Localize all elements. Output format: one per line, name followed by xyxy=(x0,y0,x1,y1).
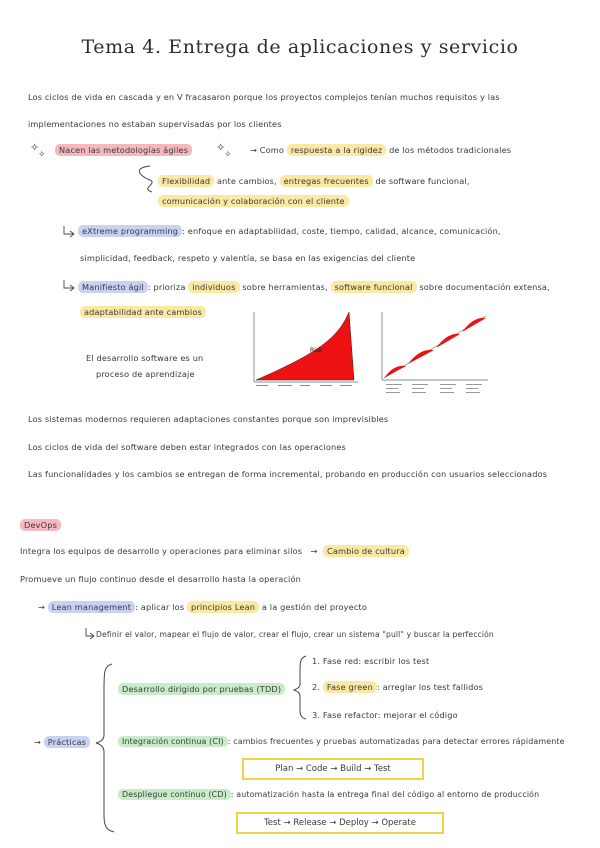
agile-methods-label: Nacen las metodologías ágiles xyxy=(55,145,192,155)
agile-response: → Como respuesta a la rigidez de los métodos tradicionales xyxy=(250,145,512,155)
risk-iteration xyxy=(408,350,434,364)
risk-iteration xyxy=(436,334,460,348)
practicas-label: → Prácticas xyxy=(34,737,90,747)
risk-area xyxy=(256,312,354,380)
practices-brace xyxy=(96,664,114,832)
return-arrow-icon xyxy=(64,280,74,288)
tdd-green: 2. Fase green : arreglar los test fallidos xyxy=(312,682,484,692)
page-title: Tema 4. Entrega de aplicaciones y servicio xyxy=(81,36,519,58)
wavy-brace xyxy=(139,166,152,192)
tdd-brace xyxy=(294,656,306,719)
statement-3: Las funcionalidades y los cambios se entregan de forma incremental, probando en producción con usuarios seleccionados xyxy=(28,469,548,479)
cd-flow-box: Test → Release → Deploy → Operate xyxy=(236,812,444,834)
ci-flow-box: Plan → Code → Build → Test xyxy=(242,758,424,780)
lean-definir: Definir el valor, mapear el flujo de valor, crear el flujo, crear un sistema "pull" y buscar la perfección xyxy=(96,630,494,639)
arrow-right-icon: → xyxy=(38,602,48,612)
tdd-label: Desarrollo dirigido por pruebas (TDD) xyxy=(118,684,285,694)
sparkle-icon: ✧ xyxy=(216,141,226,154)
xp-line-2: simplicidad, feedback, respeto y valentía, se basa en las exigencias del cliente xyxy=(80,253,416,263)
chart-tick-marks xyxy=(256,385,352,386)
lean-line: → Lean management : aplicar los principios Lean a la gestión del proyecto xyxy=(38,602,368,612)
agile-features-line-1: Flexibilidad ante cambios, entregas frecuentes de software funcional, xyxy=(158,176,470,186)
sparkle-icon: ✧ xyxy=(30,141,40,154)
waterfall-risk-chart xyxy=(248,308,360,390)
sparkle-icon: ✧ xyxy=(38,150,46,160)
process-line-2: proceso de aprendizaje xyxy=(96,369,195,379)
return-arrow-icon xyxy=(64,226,74,234)
devops-integra: Integra los equipos de desarrollo y operaciones para eliminar silos → Cambio de cultura xyxy=(20,546,409,556)
return-arrow-icon xyxy=(86,628,94,636)
devops-promueve: Promueve un flujo continuo desde el desarrollo hasta la operación xyxy=(20,574,301,584)
agile-features-line-2: comunicación y colaboración con el cliente xyxy=(158,196,349,206)
risk-label: Risk xyxy=(310,347,323,354)
agile-risk-chart xyxy=(378,308,490,400)
manifesto-line-1: Manifiesto ágil : prioriza individuos sobre herramientas, software funcional sobre documentación extensa, xyxy=(78,282,550,292)
intro-line-1: Los ciclos de vida en cascada y en V fracasaron porque los proyectos complejos tenían muchos requisitos y las xyxy=(28,92,500,102)
risk-iteration xyxy=(462,318,486,332)
risk-iteration xyxy=(384,366,406,378)
process-line-1: El desarrollo software es un xyxy=(86,353,204,363)
arrow-right-icon: → xyxy=(34,737,44,747)
tdd-red: 1. Fase red: escribir los test xyxy=(312,656,430,666)
statement-2: Los ciclos de vida del software deben estar integrados con las operaciones xyxy=(28,442,346,452)
statement-1: Los sistemas modernos requieren adaptaciones constantes porque son imprevisibles xyxy=(28,414,389,424)
arrow-right-icon: → xyxy=(304,546,321,556)
sparkle-icon: ✧ xyxy=(224,150,232,160)
cd-line: Despliegue continuo (CD) : automatización hasta la entrega final del código al entorno de producción xyxy=(118,790,539,799)
ci-line: Integración continua (CI) : cambios frecuentes y pruebas automatizadas para detectar errores rápidamente xyxy=(118,737,565,746)
arrow-right-icon: → xyxy=(250,145,260,155)
intro-line-2: implementaciones no estaban supervisadas por los clientes xyxy=(28,119,282,129)
xp-line-1: eXtreme programming : enfoque en adaptabilidad, coste, tiempo, calidad, alcance, comunicación, xyxy=(78,226,501,236)
chart-tick-marks xyxy=(386,384,482,393)
devops-label: DevOps xyxy=(20,520,61,530)
tdd-refactor: 3. Fase refactor: mejorar el código xyxy=(312,710,458,720)
manifesto-line-2: adaptabilidad ante cambios xyxy=(80,307,206,317)
